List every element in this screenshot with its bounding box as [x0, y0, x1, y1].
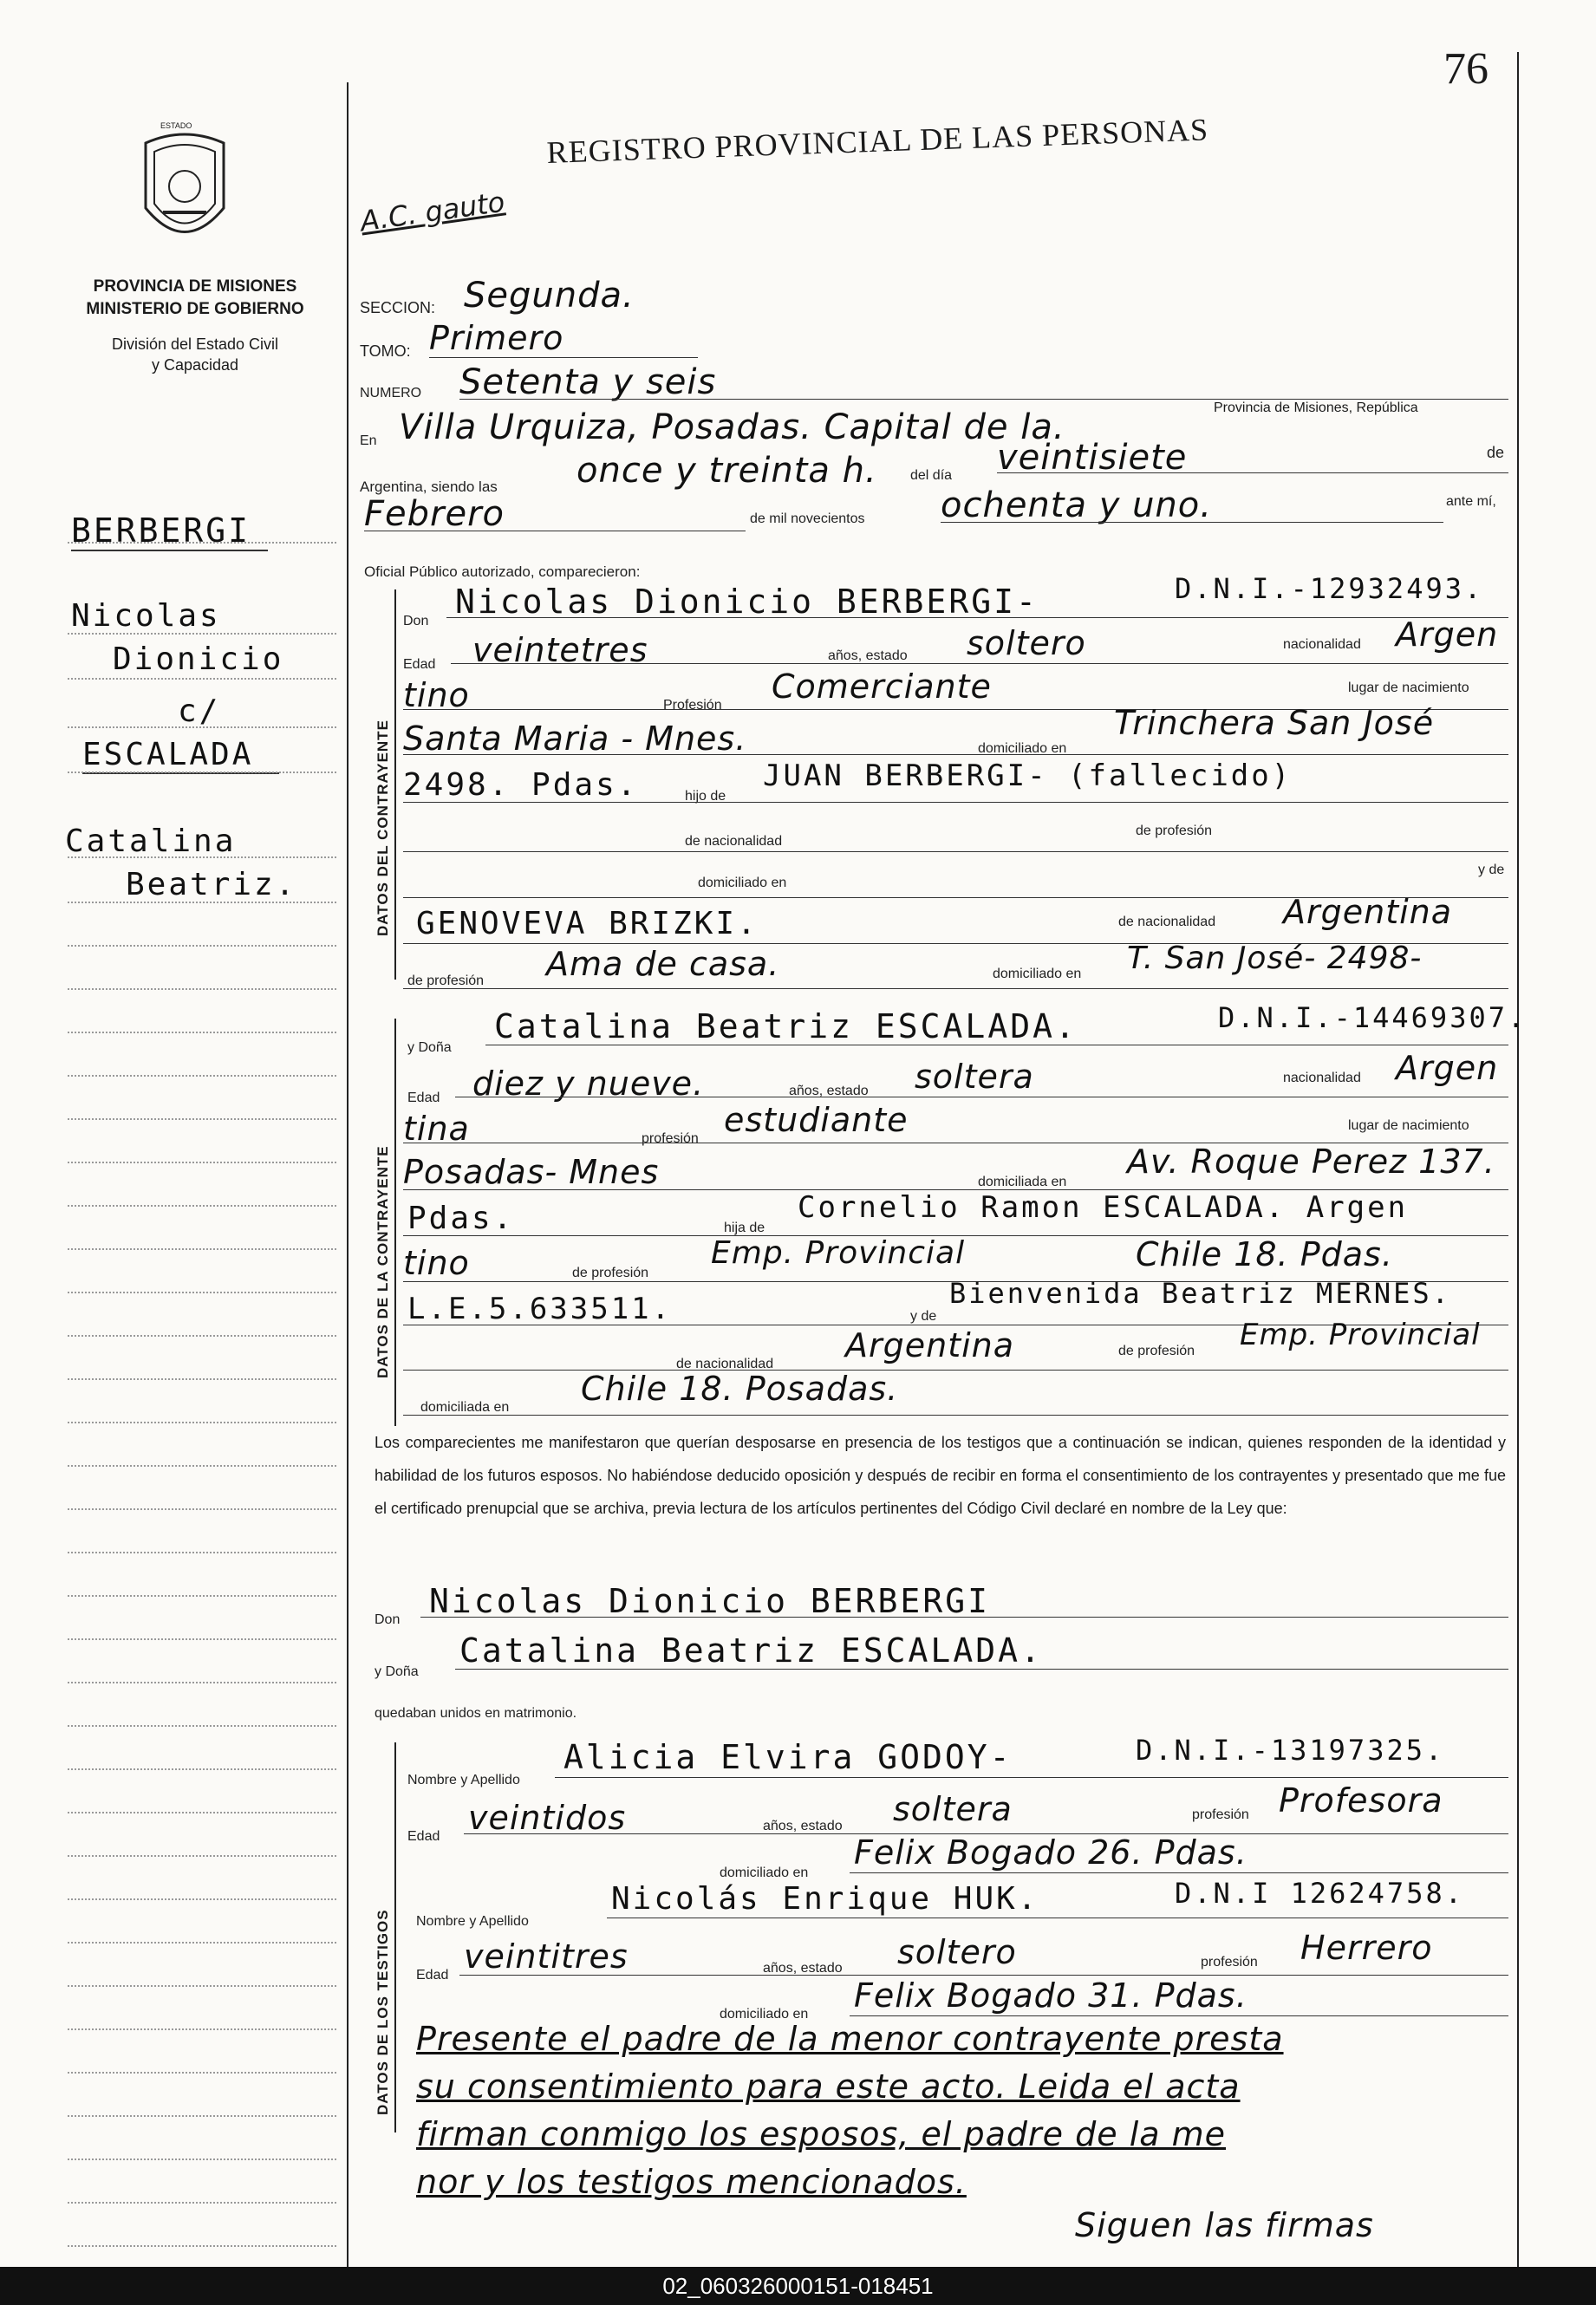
groom-madre: GENOVEVA BRIZKI.	[416, 906, 759, 941]
domiciliado-label-3: domiciliado en	[993, 967, 1082, 981]
declaration-don: Nicolas Dionicio BERBERGI	[429, 1582, 990, 1620]
y-dona-label-2: y Doña	[375, 1664, 419, 1679]
witness2-name: Nicolás Enrique HUK.	[611, 1881, 1039, 1917]
margin-dotted-line	[68, 1985, 336, 1987]
declaration-dona: Catalina Beatriz ESCALADA.	[459, 1631, 1043, 1670]
side-label-groom: DATOS DEL CONTRAYENTE	[375, 719, 391, 936]
margin-dotted-line	[68, 1682, 336, 1683]
hijo-de-label: hijo de	[685, 789, 726, 804]
argentina-label: Argentina, siendo las	[360, 479, 498, 495]
anos-label-3: años, estado	[763, 1819, 843, 1833]
bride-padre-prof: Emp. Provincial	[711, 1235, 966, 1271]
margin-dotted-line	[68, 1508, 336, 1510]
mes-value: Febrero	[364, 494, 505, 534]
margin-dotted-line	[68, 633, 336, 635]
groom-estado: soltero	[967, 624, 1086, 662]
margin-dotted-line	[68, 945, 336, 947]
ante-mi-label: ante mí,	[1446, 494, 1496, 509]
nacionalidad-label-2: nacionalidad	[1283, 1071, 1361, 1085]
stamp-note: A.C. gauto	[358, 185, 507, 238]
witness1-dom-rule	[850, 1872, 1508, 1873]
witness2-dni: D.N.I 12624758.	[1175, 1877, 1464, 1910]
groom-madre-prof: Ama de casa.	[546, 945, 780, 983]
seal-text	[160, 121, 192, 130]
domiciliado-label-5: domiciliado en	[720, 2007, 809, 2022]
del-dia-label: del día	[910, 468, 953, 483]
anos-label-2: años, estado	[789, 1084, 869, 1098]
seal-text-line: ESTADO	[160, 121, 192, 130]
margin-dotted-line	[68, 1248, 336, 1250]
anos-label-4: años, estado	[763, 1961, 843, 1976]
madre-prof-rule	[403, 988, 1508, 989]
closing-line-3: firman conmigo los esposos, el padre de la me	[416, 2115, 1227, 2153]
margin-name2: Dionicio	[113, 641, 284, 677]
dia-rule	[997, 472, 1508, 473]
footer-id-bar: 02_060326000151-018451	[0, 2267, 1596, 2305]
groom-lugar: Santa Maria - Mnes.	[403, 719, 747, 758]
witness2-edad: veintitres	[464, 1937, 629, 1976]
margin-dotted-line	[68, 1075, 336, 1077]
groom-profesion: Comerciante	[772, 667, 992, 706]
bride-madre-nac: Argentina	[845, 1326, 1015, 1364]
margin-dotted-line	[68, 2072, 336, 2074]
oficial-label: Oficial Público autorizado, comparecieron:	[364, 563, 641, 580]
margin-dotted-line	[68, 1638, 336, 1640]
numero-rule	[459, 399, 1508, 400]
section-bracket	[394, 1742, 396, 2132]
profesion-label-4: profesión	[1201, 1955, 1258, 1970]
bride-domicilio1: Av. Roque Perez 137.	[1127, 1143, 1495, 1181]
witness1-name: Alicia Elvira GODOY-	[563, 1738, 1013, 1776]
witness1-name-rule	[555, 1777, 1508, 1778]
hijo-rule	[403, 802, 1508, 803]
margin-dotted-line	[68, 1465, 336, 1467]
bride-domicilio2: Pdas.	[407, 1201, 515, 1236]
bride-madre: Bienvenida Beatriz MERNES.	[949, 1277, 1451, 1310]
de-profesion-label: de profesión	[1136, 824, 1213, 838]
padre-nac-rule	[403, 851, 1508, 852]
groom-dni: D.N.I.-12932493.	[1175, 572, 1484, 605]
division-line2: y Capacidad	[151, 356, 239, 374]
bride-lugar: Posadas- Mnes	[403, 1153, 660, 1191]
closing-line-2: su consentimiento para este acto. Leida el acta	[416, 2067, 1241, 2106]
margin-dotted-line	[68, 1595, 336, 1597]
page-number: 76	[1443, 44, 1489, 94]
margin-dotted-line	[68, 856, 336, 858]
madre-dom-rule	[403, 1415, 1508, 1416]
don-label-2: Don	[375, 1612, 401, 1627]
anio-value: ochenta y uno.	[941, 485, 1212, 525]
anio-rule	[941, 522, 1443, 523]
margin-dotted-line	[68, 678, 336, 680]
margin-dotted-line	[68, 1422, 336, 1423]
declaration-don-rule	[420, 1617, 1508, 1618]
de-nacionalidad-label-3: de nacionalidad	[676, 1357, 774, 1371]
margin-conj: c/	[178, 693, 221, 729]
provincial-seal	[137, 126, 232, 256]
bride-name: Catalina Beatriz ESCALADA.	[494, 1007, 1078, 1045]
groom-domicilio2: 2498. Pdas.	[403, 767, 639, 803]
don-label: Don	[403, 614, 429, 628]
edad-label-4: Edad	[416, 1968, 449, 1983]
y-dona-label: y Doña	[407, 1040, 452, 1055]
nombre-label-2: Nombre y Apellido	[416, 1914, 529, 1929]
de-nacionalidad-label-2: de nacionalidad	[1118, 915, 1216, 929]
domiciliada-label-2: domiciliada en	[420, 1400, 510, 1415]
witness1-estado: soltera	[893, 1790, 1013, 1828]
margin-dotted-line	[68, 2158, 336, 2160]
margin-dotted-line	[68, 1378, 336, 1380]
seccion-value: Segunda.	[464, 276, 635, 316]
dia-value: veintisiete	[997, 438, 1188, 478]
margin-dotted-line	[68, 1118, 336, 1120]
right-border	[1517, 52, 1519, 2271]
mil-label: de mil novecientos	[750, 511, 865, 526]
margin-dotted-line	[68, 1855, 336, 1857]
side-label-bride: DATOS DE LA CONTRAYENTE	[375, 1145, 391, 1378]
closing-line-4: nor y los testigos mencionados.	[416, 2163, 967, 2201]
edad-label: Edad	[403, 657, 436, 672]
tomo-label: TOMO:	[360, 342, 411, 360]
margin-dotted-line	[68, 772, 336, 773]
bride-padre-dom: Chile 18. Pdas.	[1136, 1235, 1393, 1273]
edad-rule	[451, 663, 1508, 664]
bride-madre-dom: Chile 18. Posadas.	[581, 1370, 899, 1408]
domiciliado-label-2: domiciliado en	[698, 876, 787, 890]
document-title: REGISTRO PROVINCIAL DE LAS PERSONAS	[546, 112, 1209, 170]
domiciliado-label: domiciliado en	[978, 741, 1067, 756]
declaration-dona-rule	[455, 1669, 1508, 1670]
quedaban-label: quedaban unidos en matrimonio.	[375, 1706, 577, 1721]
hija-de-label: hija de	[724, 1221, 765, 1235]
de-nacionalidad-label: de nacionalidad	[685, 834, 783, 849]
seccion-label: SECCION:	[360, 299, 436, 316]
margin-dotted-line	[68, 1898, 336, 1900]
de-label: de	[1487, 444, 1505, 461]
witness2-profesion: Herrero	[1300, 1929, 1433, 1967]
margin-dotted-line	[68, 542, 336, 544]
margin-dotted-line	[68, 2202, 336, 2204]
lugar-rule	[403, 754, 1508, 755]
witness1-profesion: Profesora	[1279, 1781, 1443, 1820]
margin-dotted-line	[68, 1768, 336, 1770]
nacionalidad-label: nacionalidad	[1283, 637, 1361, 652]
lugar-nac-label-2: lugar de nacimiento	[1348, 1118, 1469, 1133]
numero-value: Setenta y seis	[459, 362, 717, 402]
margin-dotted-line	[68, 1552, 336, 1553]
witness2-edad-rule	[459, 1975, 1508, 1976]
lugar-value: Villa Urquiza, Posadas. Capital de la.	[399, 407, 1065, 447]
closing-line-5: Siguen las firmas	[1075, 2206, 1374, 2244]
margin-dotted-line	[68, 1725, 336, 1727]
margin-name3: Catalina	[65, 824, 237, 859]
witness2-domicilio: Felix Bogado 31. Pdas.	[854, 1976, 1247, 2015]
bride-madre-prof: Emp. Provincial	[1240, 1318, 1481, 1352]
province-name: PROVINCIA DE MISIONES	[93, 277, 297, 296]
profesion-label-2: profesión	[642, 1131, 699, 1146]
groom-edad: veintetres	[472, 631, 648, 669]
edad-label-3: Edad	[407, 1829, 440, 1844]
division-line1: División del Estado Civil	[111, 335, 279, 353]
side-label-witnesses: DATOS DE LOS TESTIGOS	[375, 1909, 391, 2115]
de-profesion-label-3: de profesión	[572, 1266, 649, 1280]
en-label: En	[360, 433, 377, 448]
edad-label-2: Edad	[407, 1091, 440, 1105]
bride-edad: diez y nueve.	[472, 1065, 705, 1103]
lugar-nac-label: lugar de nacimiento	[1348, 680, 1469, 695]
hora-value: once y treinta h.	[577, 451, 877, 491]
witness2-dom-rule	[850, 2015, 1508, 2016]
bride-padre-le: L.E.5.633511.	[407, 1292, 673, 1326]
profesion-label: Profesión	[663, 698, 722, 713]
groom-nac2: tino	[403, 676, 470, 714]
groom-nac1: Argen	[1396, 615, 1499, 654]
bride-profesion: estudiante	[724, 1101, 909, 1139]
groom-padre: JUAN BERBERGI- (fallecido)	[763, 759, 1293, 793]
nombre-label-1: Nombre y Apellido	[407, 1773, 520, 1787]
provincia-label: Provincia de Misiones, República	[1214, 400, 1418, 415]
bride-padre: Cornelio Ramon ESCALADA. Argen	[798, 1190, 1409, 1225]
closing-line-1: Presente el padre de la menor contrayente presta	[416, 2020, 1284, 2058]
bride-estado: soltera	[915, 1058, 1034, 1096]
madre-nac-rule	[403, 1370, 1508, 1371]
margin-dotted-line	[68, 1162, 336, 1163]
domiciliada-label: domiciliada en	[978, 1175, 1067, 1189]
margin-surname: BERBERGI	[71, 511, 268, 551]
margin-dotted-line	[68, 1812, 336, 1813]
de-profesion-label-2: de profesión	[407, 973, 485, 988]
margin-dotted-line	[68, 726, 336, 728]
don-rule	[446, 617, 1508, 618]
tomo-rule	[429, 357, 698, 358]
margin-dotted-line	[68, 1032, 336, 1033]
groom-madre-nac: Argentina	[1283, 893, 1453, 931]
margin-dotted-line	[68, 988, 336, 990]
margin-dotted-line	[68, 2028, 336, 2030]
tomo-value: Primero	[429, 319, 564, 357]
margin-surname2: ESCALADA	[82, 737, 279, 774]
section-bracket	[394, 589, 396, 980]
y-de-label: y de	[1478, 863, 1505, 877]
bride-nac1: Argen	[1396, 1049, 1499, 1087]
section-bracket	[394, 1019, 396, 1426]
domiciliado-label-4: domiciliado en	[720, 1865, 809, 1880]
anos-label: años, estado	[828, 648, 908, 663]
margin-dotted-line	[68, 902, 336, 903]
margin-dotted-line	[68, 1942, 336, 1944]
margin-dotted-line	[68, 1292, 336, 1293]
margin-dotted-line	[68, 2115, 336, 2117]
margin-dotted-line	[68, 1335, 336, 1337]
margin-name4: Beatriz.	[126, 867, 297, 902]
witness2-estado: soltero	[897, 1933, 1017, 1971]
numero-label: NUMERO	[360, 386, 422, 400]
province-heading	[52, 276, 338, 321]
division-heading	[52, 334, 338, 375]
bride-dni: D.N.I.-14469307.	[1218, 1001, 1528, 1034]
groom-name: Nicolas Dionicio BERBERGI-	[455, 583, 1039, 621]
groom-madre-dom: T. San José- 2498-	[1127, 941, 1423, 976]
declaration-paragraph: Los comparecientes me manifestaron que querían desposarse en presencia de los testigos que a continuación se indican, quienes responden de la identidad y habilidad de los futuros esposos. No habiéndose deducido oposición y después de recibir en forma el consentimiento de los contrayentes y presentado que me fue el certificado prenupcial que se archiva, previa lectura de los artículos pertinentes del Código Civil declaré en nombre de la Ley que:	[375, 1434, 1506, 1517]
profesion-label-3: profesión	[1192, 1807, 1249, 1822]
margin-divider	[347, 82, 349, 2267]
margin-dotted-line	[68, 1205, 336, 1207]
witness1-edad: veintidos	[468, 1799, 627, 1837]
groom-domicilio1: Trinchera San José	[1114, 704, 1435, 742]
bride-padre-nac2: tino	[403, 1244, 470, 1282]
witness1-dni: D.N.I.-13197325.	[1136, 1734, 1445, 1767]
de-profesion-label-4: de profesión	[1118, 1344, 1195, 1358]
ministry-name: MINISTERIO DE GOBIERNO	[86, 300, 304, 318]
margin-dotted-line	[68, 2245, 336, 2247]
bride-nac2: tina	[403, 1110, 470, 1148]
margin-name1: Nicolas	[71, 598, 221, 634]
y-de-label-2: y de	[910, 1309, 937, 1324]
witness1-domicilio: Felix Bogado 26. Pdas.	[854, 1833, 1247, 1872]
